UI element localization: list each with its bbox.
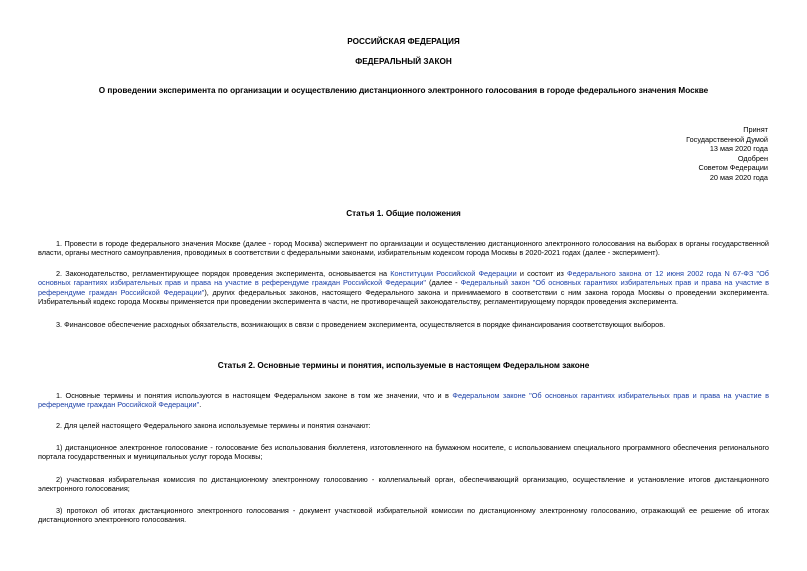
- article-1-paragraph-3: 3. Финансовое обеспечение расходных обязательств, возникающих в связи с проведением эксперимента, осуществляется в порядке финансирования соответствующих выборов.: [56, 320, 666, 329]
- article-2-heading: Статья 2. Основные термины и понятия, используемые в настоящем Федеральном законе: [217, 361, 590, 370]
- law-title: О проведении эксперимента по организации и осуществлению дистанционного электронного голосования в городе федерального значения Москве: [98, 86, 709, 95]
- article-1-paragraph-2: [38, 269, 769, 307]
- adoption-block: [686, 125, 768, 183]
- approved-label: Одобрен: [737, 153, 768, 163]
- link-federal-law-guarantees[interactable]: Федеральный закон "Об основных гарантиях избирательных прав и права на участие в референдуме граждан Российской Федерации": [38, 278, 769, 297]
- article-2-paragraph-2: 2. Для целей настоящего Федерального закона используемые термины и понятия означают:: [56, 421, 371, 430]
- article-2-paragraph-1: [38, 391, 769, 410]
- text: и состоит из: [516, 269, 568, 278]
- article-2-item-1: 1) дистанционное электронное голосование - голосование без использования бюллетеня, изготовленного на бумажном носителе, с использованием специального программного обеспечения регионального портала государственных и муниципальных услуг города Москвы;: [38, 443, 769, 462]
- link-constitution[interactable]: Конституции Российской Федерации: [390, 269, 517, 278]
- text: .: [199, 400, 202, 410]
- article-2-item-3: 3) протокол об итогах дистанционного электронного голосования - документ участковой избирательной комиссии по дистанционному электронному голосованию, отражающий ее решение об итогах дистанционного электронного голосования.: [38, 506, 769, 525]
- text: (далее -: [426, 278, 461, 288]
- text: 1. Основные термины и понятия используются в настоящем Федеральном законе в том же значении, что и в: [56, 391, 453, 400]
- article-1-paragraph-1: 1. Провести в городе федерального значения Москве (далее - город Москва) эксперимент по организации и осуществлению дистанционного электронного голосования на выборах в органы государственной власти, органы местного самоуправления, проводимых в соответствии с федеральными законами, избирательным кодексом города Москвы в 2020-2021 годах (далее - эксперимент).: [38, 239, 769, 258]
- article-1-heading: Статья 1. Общие положения: [346, 209, 461, 218]
- approved-by: Советом Федерации: [698, 163, 768, 173]
- text: 2. Законодательство, регламентирующее порядок проведения эксперимента, основывается на: [56, 269, 391, 278]
- text: ), других федеральных законов, настоящего Федерального закона и принимаемого в соответствии с ним закона города Москвы о проведении эксперимента. Избирательный кодекс города Москвы применяется при проведении эксперимента в части, не противоречащей законодательству, регламентирующему порядок проведения эксперимента.: [38, 287, 769, 307]
- link-federal-law-guarantees-2[interactable]: Федеральном законе "Об основных гарантиях избирательных прав и права на участие в референдуме граждан Российской Федерации": [38, 391, 769, 410]
- doc-type-heading: ФЕДЕРАЛЬНЫЙ ЗАКОН: [355, 57, 452, 66]
- adopted-by: Государственной Думой: [686, 134, 768, 144]
- article-2-item-2: 2) участковая избирательная комиссия по дистанционному электронному голосованию - коллегиальный орган, обеспечивающий организацию, осуществление и установление итогов дистанционного электронного голосования;: [38, 475, 769, 494]
- link-federal-law-67fz[interactable]: Федерального закона от 12 июня 2002 года N 67-ФЗ "Об основных гарантиях избирательных прав и права на участие в референдуме граждан Российской Федерации": [38, 269, 769, 288]
- adopted-date: 13 мая 2020 года: [709, 144, 768, 154]
- adopted-label: Принят: [743, 125, 768, 134]
- country-heading: РОССИЙСКАЯ ФЕДЕРАЦИЯ: [347, 37, 460, 46]
- approved-date: 20 мая 2020 года: [709, 172, 768, 182]
